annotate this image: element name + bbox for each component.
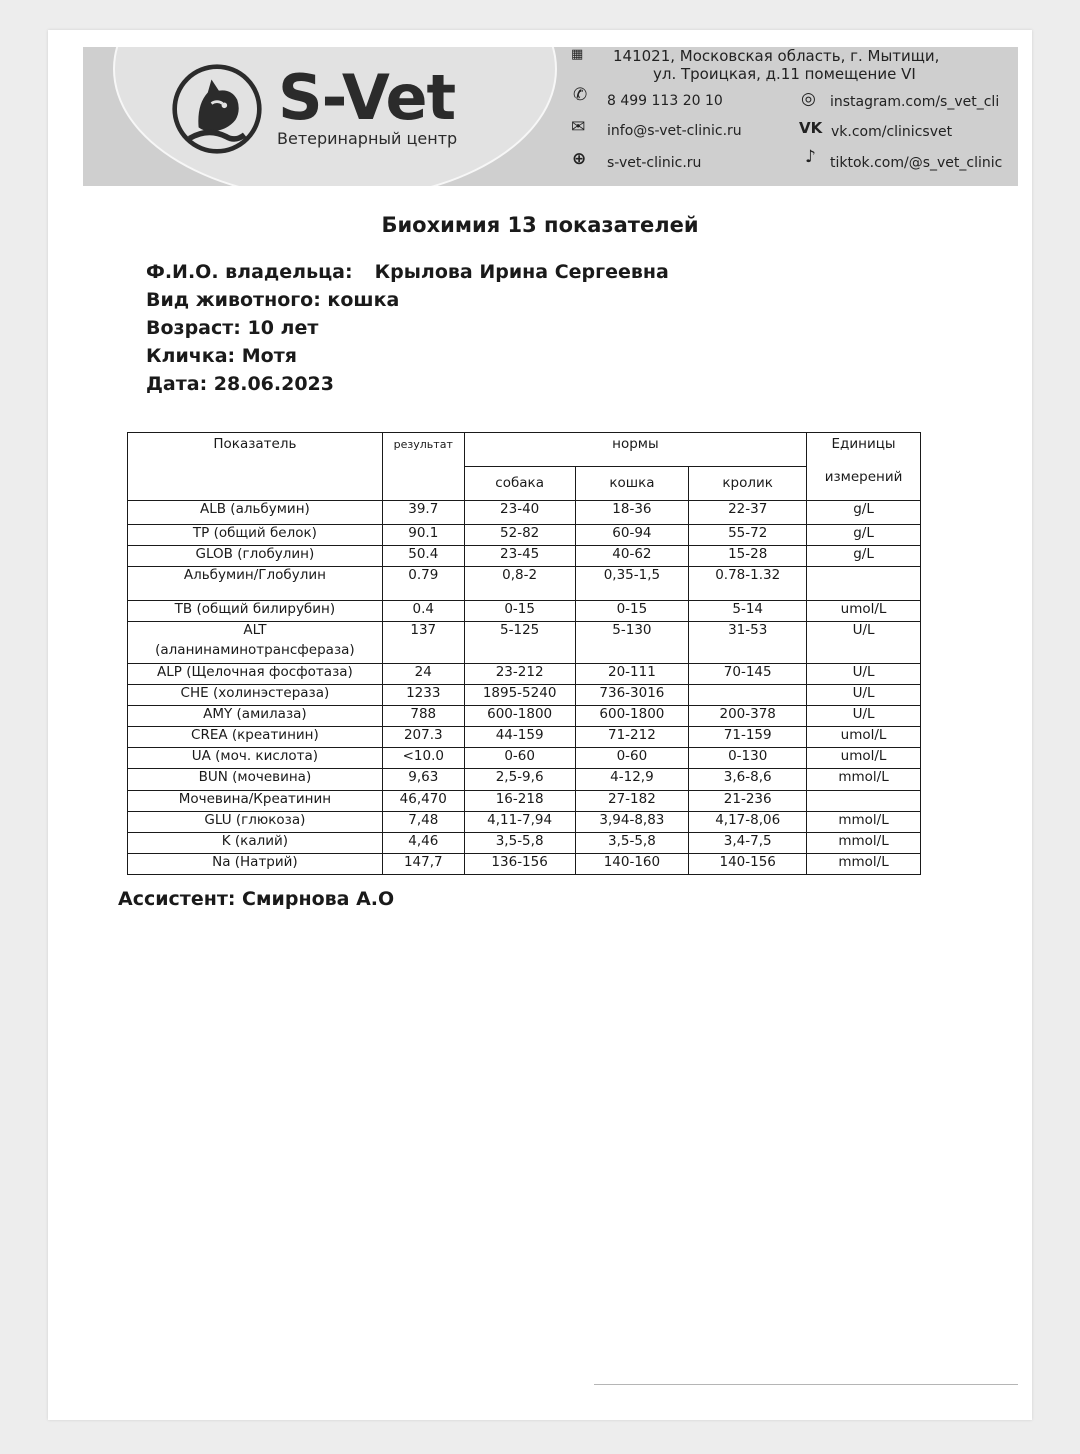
result-cell: 39.7: [382, 501, 464, 525]
dog-norm-cell: 44-159: [464, 727, 575, 748]
result-cell: 1233: [382, 685, 464, 706]
results-table: [127, 432, 921, 875]
indicator-cell: [128, 833, 383, 854]
table-row: [128, 748, 921, 769]
indicator-name: K (калий): [221, 833, 289, 849]
indicator-name: ALT: [243, 622, 267, 638]
indicator-name: BUN (мочевина): [198, 769, 312, 785]
indicator-name: GLOB (глобулин): [195, 546, 315, 562]
clinic-header: [83, 47, 1018, 186]
indicator-cell: [128, 727, 383, 748]
table-row: [128, 567, 921, 601]
pet-name-line: Кличка: Мотя: [146, 345, 297, 367]
species-line: Вид животного: кошка: [146, 289, 400, 311]
result-cell: 4,46: [382, 833, 464, 854]
rabbit-norm-cell: 5-14: [689, 601, 807, 622]
unit-cell: U/L: [807, 664, 921, 685]
unit-cell: mmol/L: [807, 854, 921, 875]
dog-norm-cell: 5-125: [464, 622, 575, 664]
rabbit-norm-cell: 0-130: [689, 748, 807, 769]
table-row: [128, 706, 921, 727]
unit-cell: g/L: [807, 546, 921, 567]
brand-name: S-Vet: [278, 61, 456, 134]
table-row: [128, 601, 921, 622]
header-rabbit: кролик: [689, 467, 807, 501]
mail-icon: ✉: [571, 117, 586, 137]
vk-icon: VK: [799, 119, 823, 137]
header-units-line2: измерений: [824, 469, 903, 485]
cat-norm-cell: 3,5-5,8: [575, 833, 689, 854]
rabbit-norm-cell: 31-53: [689, 622, 807, 664]
cat-norm-cell: 0-60: [575, 748, 689, 769]
indicator-name: Альбумин/Глобулин: [183, 567, 326, 583]
indicator-cell: [128, 706, 383, 727]
indicator-cell: [128, 501, 383, 525]
phone-icon: ✆: [573, 85, 588, 105]
rabbit-norm-cell: 22-37: [689, 501, 807, 525]
globe-icon: ⊕: [572, 149, 587, 169]
indicator-name: CHE (холинэстераза): [180, 685, 330, 701]
indicator-name: AMY (амилаза): [203, 706, 307, 722]
result-cell: 90.1: [382, 525, 464, 546]
unit-cell: umol/L: [807, 601, 921, 622]
cat-norm-cell: 0,35-1,5: [575, 567, 689, 601]
dog-norm-cell: 2,5-9,6: [464, 769, 575, 791]
map-icon: ▦: [571, 47, 584, 62]
address-line-1: 141021, Московская область, г. Мытищи,: [613, 47, 940, 65]
result-cell: <10.0: [382, 748, 464, 769]
cat-norm-cell: 40-62: [575, 546, 689, 567]
unit-cell: umol/L: [807, 748, 921, 769]
indicator-cell: [128, 525, 383, 546]
phone-number: 8 499 113 20 10: [607, 93, 723, 109]
indicator-cell: [128, 567, 383, 601]
unit-cell: g/L: [807, 501, 921, 525]
dog-norm-cell: 0,8-2: [464, 567, 575, 601]
dog-logo-icon: [171, 63, 263, 155]
unit-cell: mmol/L: [807, 833, 921, 854]
result-cell: 50.4: [382, 546, 464, 567]
dog-norm-cell: 23-45: [464, 546, 575, 567]
indicator-name: UA (моч. кислота): [191, 748, 319, 764]
header-units-line1: Единицы: [831, 436, 896, 452]
table-row: [128, 833, 921, 854]
rabbit-norm-cell: 140-156: [689, 854, 807, 875]
unit-cell: mmol/L: [807, 769, 921, 791]
rabbit-norm-cell: 3,4-7,5: [689, 833, 807, 854]
unit-cell: [807, 791, 921, 812]
unit-cell: umol/L: [807, 727, 921, 748]
indicator-cell: [128, 812, 383, 833]
dog-norm-cell: 0-60: [464, 748, 575, 769]
dog-norm-cell: 23-40: [464, 501, 575, 525]
header-units: [807, 433, 921, 501]
header-norms: нормы: [464, 433, 806, 467]
dog-norm-cell: 600-1800: [464, 706, 575, 727]
indicator-cell: [128, 769, 383, 791]
indicator-name: ALB (альбумин): [200, 501, 310, 517]
cat-norm-cell: 4-12,9: [575, 769, 689, 791]
signature-line: [594, 1384, 1018, 1385]
result-cell: 7,48: [382, 812, 464, 833]
result-cell: 147,7: [382, 854, 464, 875]
dog-norm-cell: 23-212: [464, 664, 575, 685]
result-cell: 207.3: [382, 727, 464, 748]
rabbit-norm-cell: 21-236: [689, 791, 807, 812]
cat-norm-cell: 140-160: [575, 854, 689, 875]
header-cat: кошка: [575, 467, 689, 501]
header-result: результат: [382, 433, 464, 501]
result-cell: 9,63: [382, 769, 464, 791]
rabbit-norm-cell: 4,17-8,06: [689, 812, 807, 833]
unit-cell: U/L: [807, 622, 921, 664]
address-line-2: ул. Троицкая, д.11 помещение VI: [653, 65, 916, 83]
unit-cell: [807, 567, 921, 601]
indicator-cell: [128, 748, 383, 769]
date-line: Дата: 28.06.2023: [146, 373, 334, 395]
owner-label: Ф.И.О. владельца:: [146, 261, 353, 283]
indicator-name: ALP (Щелочная фосфотаза): [157, 664, 353, 680]
cat-norm-cell: 27-182: [575, 791, 689, 812]
rabbit-norm-cell: [689, 685, 807, 706]
indicator-name: Na (Натрий): [212, 854, 298, 870]
tiktok-handle: tiktok.com/@s_vet_clinic: [830, 155, 1003, 171]
email-address: info@s-vet-clinic.ru: [607, 123, 742, 139]
cat-norm-cell: 18-36: [575, 501, 689, 525]
table-row: [128, 501, 921, 525]
result-cell: 24: [382, 664, 464, 685]
brand-subtitle: Ветеринарный центр: [277, 129, 458, 148]
result-cell: 788: [382, 706, 464, 727]
table-row: [128, 854, 921, 875]
header-dog: собака: [464, 467, 575, 501]
indicator-name: Мочевина/Креатинин: [178, 791, 332, 807]
dog-norm-cell: 52-82: [464, 525, 575, 546]
indicator-cell: [128, 685, 383, 706]
table-row: [128, 812, 921, 833]
cat-norm-cell: 3,94-8,83: [575, 812, 689, 833]
assistant-line: Ассистент: Смирнова А.О: [118, 888, 395, 910]
table-row: [128, 685, 921, 706]
table-row: [128, 622, 921, 664]
rabbit-norm-cell: 15-28: [689, 546, 807, 567]
header-indicator: Показатель: [128, 433, 383, 501]
cat-norm-cell: 5-130: [575, 622, 689, 664]
cat-norm-cell: 600-1800: [575, 706, 689, 727]
indicator-name: TP (общий белок): [192, 525, 317, 541]
rabbit-norm-cell: 55-72: [689, 525, 807, 546]
instagram-icon: ◎: [801, 89, 816, 109]
owner-value: Крылова Ирина Сергеевна: [374, 261, 669, 283]
rabbit-norm-cell: 70-145: [689, 664, 807, 685]
cat-norm-cell: 60-94: [575, 525, 689, 546]
unit-cell: mmol/L: [807, 812, 921, 833]
dog-norm-cell: 136-156: [464, 854, 575, 875]
dog-norm-cell: 1895-5240: [464, 685, 575, 706]
table-row: [128, 664, 921, 685]
dog-norm-cell: 4,11-7,94: [464, 812, 575, 833]
indicator-cell: [128, 546, 383, 567]
dog-norm-cell: 16-218: [464, 791, 575, 812]
age-line: Возраст: 10 лет: [146, 317, 319, 339]
dog-norm-cell: 3,5-5,8: [464, 833, 575, 854]
cat-norm-cell: 20-111: [575, 664, 689, 685]
dog-norm-cell: 0-15: [464, 601, 575, 622]
result-cell: 46,470: [382, 791, 464, 812]
instagram-handle: instagram.com/s_vet_cli: [830, 94, 1000, 110]
unit-cell: g/L: [807, 525, 921, 546]
table-row: [128, 769, 921, 791]
rabbit-norm-cell: 71-159: [689, 727, 807, 748]
indicator-cell: [128, 622, 383, 664]
table-row: [128, 791, 921, 812]
indicator-name: GLU (глюкоза): [204, 812, 306, 828]
indicator-name-line2: (аланинаминотрансфераза): [155, 642, 355, 658]
unit-cell: U/L: [807, 706, 921, 727]
rabbit-norm-cell: 3,6-8,6: [689, 769, 807, 791]
indicator-cell: [128, 664, 383, 685]
cat-norm-cell: 0-15: [575, 601, 689, 622]
indicator-name: TB (общий билирубин): [174, 601, 336, 617]
result-cell: 0.4: [382, 601, 464, 622]
result-cell: 137: [382, 622, 464, 664]
vk-handle: vk.com/clinicsvet: [831, 124, 953, 140]
indicator-cell: [128, 854, 383, 875]
cat-norm-cell: 71-212: [575, 727, 689, 748]
indicator-name: CREA (креатинин): [191, 727, 319, 743]
result-cell: 0.79: [382, 567, 464, 601]
tiktok-icon: ♪: [805, 147, 816, 167]
cat-norm-cell: 736-3016: [575, 685, 689, 706]
table-row: [128, 546, 921, 567]
unit-cell: U/L: [807, 685, 921, 706]
rabbit-norm-cell: 0.78-1.32: [689, 567, 807, 601]
rabbit-norm-cell: 200-378: [689, 706, 807, 727]
document-title: Биохимия 13 показателей: [381, 213, 699, 237]
table-row: [128, 727, 921, 748]
table-row: [128, 525, 921, 546]
owner-line: [146, 261, 669, 283]
indicator-cell: [128, 601, 383, 622]
website-url: s-vet-clinic.ru: [607, 155, 702, 171]
indicator-cell: [128, 791, 383, 812]
